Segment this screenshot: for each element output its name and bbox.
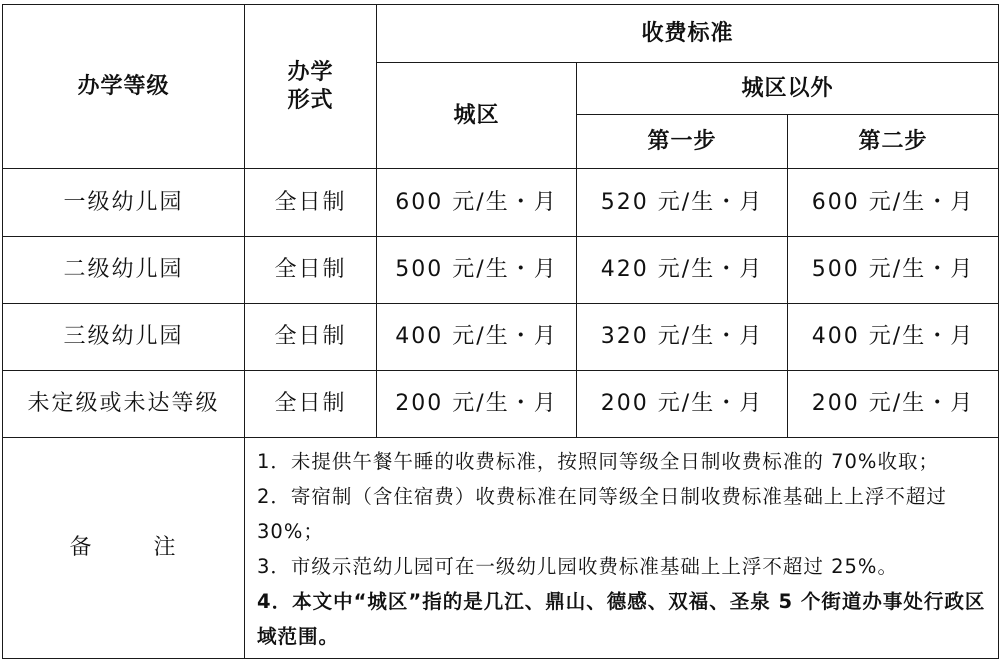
remarks-label <box>3 438 245 659</box>
row-step1-fee: 520 元/生・月 <box>577 169 788 237</box>
row-step2-fee: 400 元/生・月 <box>788 304 999 371</box>
row-urban-fee: 200 元/生・月 <box>377 371 577 438</box>
header-fee-standard: 收费标准 <box>377 5 999 63</box>
remark-note: 2．寄宿制（含住宿费）收费标准在同等级全日制收费标准基础上上浮不超过 30%； <box>257 485 947 543</box>
row-urban-fee: 600 元/生・月 <box>377 169 577 237</box>
row-step2-fee: 600 元/生・月 <box>788 169 999 237</box>
header-step2: 第二步 <box>788 115 999 169</box>
row-grade: 未定级或未达等级 <box>3 371 245 438</box>
row-form: 全日制 <box>245 371 377 438</box>
header-urban: 城区 <box>377 63 577 169</box>
row-grade: 二级幼儿园 <box>3 237 245 304</box>
header-form-line2: 形式 <box>287 87 334 113</box>
remark-note: 4．本文中“城区”指的是几江、鼎山、德感、双福、圣泉 5 个街道办事处行政区域范围。 <box>257 590 986 648</box>
remarks-notes <box>245 438 999 659</box>
row-urban-fee: 400 元/生・月 <box>377 304 577 371</box>
remarks-label-part2: 注 <box>153 535 178 561</box>
header-outside-urban: 城区以外 <box>577 63 999 115</box>
row-step1-fee: 420 元/生・月 <box>577 237 788 304</box>
row-step1-fee: 320 元/生・月 <box>577 304 788 371</box>
row-form: 全日制 <box>245 237 377 304</box>
remarks-label-part1: 备 <box>69 535 94 561</box>
row-step2-fee: 500 元/生・月 <box>788 237 999 304</box>
table-row <box>3 304 999 371</box>
table-row <box>3 169 999 237</box>
row-step1-fee: 200 元/生・月 <box>577 371 788 438</box>
remark-note: 1．未提供午餐午睡的收费标准，按照同等级全日制收费标准的 70%收取； <box>257 450 939 473</box>
row-form: 全日制 <box>245 304 377 371</box>
header-form-line1: 办学 <box>287 60 334 85</box>
table-row <box>3 371 999 438</box>
fee-standard-table <box>2 4 999 659</box>
header-grade: 办学等级 <box>3 5 245 169</box>
header-row-1 <box>3 5 999 63</box>
row-urban-fee: 500 元/生・月 <box>377 237 577 304</box>
row-grade: 一级幼儿园 <box>3 169 245 237</box>
remark-note: 3．市级示范幼儿园可在一级幼儿园收费标准基础上上浮不超过 25%。 <box>257 555 898 578</box>
remarks-row <box>3 438 999 659</box>
header-step1: 第一步 <box>577 115 788 169</box>
header-form <box>245 5 377 169</box>
row-grade: 三级幼儿园 <box>3 304 245 371</box>
row-form: 全日制 <box>245 169 377 237</box>
table-row <box>3 237 999 304</box>
row-step2-fee: 200 元/生・月 <box>788 371 999 438</box>
